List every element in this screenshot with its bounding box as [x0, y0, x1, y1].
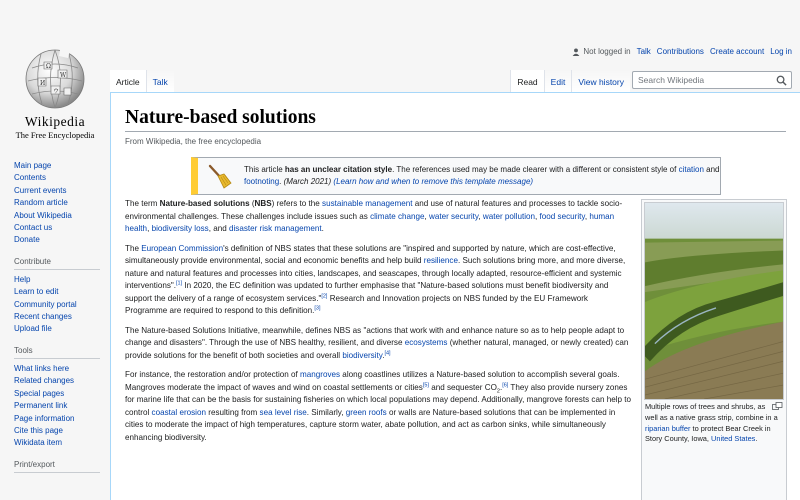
p1-text: and use of natural features and processes to tackle socio-environmental challenges. These challenges include issues such as	[125, 199, 623, 221]
namespace-tabs	[110, 70, 174, 92]
link-european-commission[interactable]: European Commission	[141, 243, 224, 253]
link-disaster-risk-management[interactable]: disaster risk management	[228, 224, 322, 233]
page-subtitle: From Wikipedia, the free encyclopedia	[125, 137, 262, 146]
p3-text: The Nature-based Solutions Initiative, meanwhile, defines NBS as "actions that work with and enhance nature so as to help people adapt to change and disasters". Through the use of NBS healthy, resilient, and diverse	[125, 325, 625, 347]
page-title: Nature-based solutions	[125, 107, 316, 128]
sidebar-item-main-page[interactable]: Main page	[14, 161, 52, 170]
sidebar-item-page-information[interactable]: Page information	[14, 413, 75, 423]
remove-template-help-link[interactable]: (Learn how and when to remove this template message)	[333, 177, 534, 186]
user-icon	[572, 48, 580, 56]
caption-text: Multiple rows of trees and shrubs, as well as a native grass strip, combine in a	[645, 402, 778, 422]
tab-view-history[interactable]: View history	[571, 70, 630, 92]
p4-text: They also provide nursery zones for marine life that can be the basis for sustaining fisheries on which local populations may depend. Additionally, mangrove forests can help to control	[125, 382, 631, 417]
p4-text: or walls are Nature-based solutions that can be implemented in cities to moderate the impact of high temperatures, capture storm water, abate pollution, and act as carbon sinks, while simultaneously enhancing biodiversity.	[125, 407, 616, 442]
notice-text	[244, 164, 720, 189]
p4-text: along coastlines utilizes a Nature-based solution to accomplish several goals. Mangroves moderate the impact of waves and wind on coastal settlements or cities	[125, 370, 620, 392]
sidebar-item-related-changes[interactable]: Related changes	[14, 376, 75, 386]
contributions-link[interactable]: Contributions	[656, 47, 704, 56]
p2-text: . Such solutions bring more, and more diverse, nature and natural features and processes into cities, landscapes, and seascapes, through locally adapted, resource-efficient and systemic interventions".	[125, 256, 626, 290]
enlarge-icon[interactable]	[772, 402, 783, 410]
link-climate-change[interactable]: climate change	[370, 211, 425, 221]
sidebar-heading-print-export: Print/export	[14, 459, 100, 473]
search-placeholder: Search Wikipedia	[638, 75, 705, 85]
log-in-link[interactable]: Log in	[770, 47, 792, 56]
sidebar-item-contact-us[interactable]: Contact us	[14, 223, 53, 233]
link-united-states[interactable]: United States	[711, 434, 756, 444]
p1-bold-abbr: NBS	[254, 199, 272, 208]
link-resilience[interactable]: resilience	[423, 256, 458, 265]
p4-text: For instance, the restoration and/or protection of	[125, 370, 301, 379]
p1-text: (	[249, 199, 255, 208]
p1-text: ,	[535, 211, 540, 221]
notice-emphasis: has an unclear citation style	[284, 164, 393, 174]
broom-icon	[204, 161, 234, 191]
p4-text: and sequester CO	[428, 382, 497, 392]
search-input[interactable]	[632, 71, 792, 89]
sidebar-item-donate[interactable]: Donate	[14, 235, 40, 245]
p4-text: . Similarly,	[306, 407, 346, 417]
svg-text:ウ: ウ	[53, 88, 60, 95]
footnoting-link[interactable]: footnoting	[244, 177, 280, 186]
p2-text: The	[125, 243, 142, 253]
notice-date: (March 2021)	[283, 177, 332, 186]
paragraph-3	[125, 325, 631, 363]
figure-riparian-buffer	[641, 199, 787, 500]
notice-t3: . The references used may be made clearer with a different or consistent style of	[392, 164, 679, 174]
co2-subscript: 2	[496, 388, 500, 395]
tab-read[interactable]: Read	[510, 70, 543, 92]
sidebar-item-cite-this-page[interactable]: Cite this page	[14, 425, 63, 435]
p2-text: In 2020, the EC definition was updated to further emphasise that "Nature-based solutions must benefit biodiversity and support the delivery of a range of ecosystem services."	[125, 281, 609, 303]
notice-and: and	[703, 164, 720, 174]
reference-1[interactable]: [1]	[176, 280, 183, 287]
wikipedia-logo[interactable]	[0, 0, 110, 150]
sidebar-item-about-wikipedia[interactable]: About Wikipedia	[14, 210, 72, 220]
personal-tools	[572, 47, 792, 56]
sidebar-item-permanent-link[interactable]: Permanent link	[14, 401, 68, 411]
caption-text: to protect Bear Creek in Story County, Iowa,	[645, 423, 771, 444]
link-coastal-erosion[interactable]: coastal erosion	[151, 407, 206, 417]
reference-3[interactable]: [3]	[314, 305, 321, 312]
sidebar-heading-contribute: Contribute	[14, 256, 100, 270]
tab-edit[interactable]: Edit	[544, 70, 572, 92]
riparian-buffer-photo[interactable]	[644, 202, 784, 400]
svg-text:W: W	[60, 72, 67, 79]
svg-text:И: И	[40, 80, 46, 87]
link-human-health[interactable]: human health	[125, 211, 615, 233]
sidebar-heading-tools: Tools	[14, 345, 100, 359]
p1-text: ) refers to the	[271, 199, 323, 208]
sidebar-item-upload-file[interactable]: Upload file	[14, 324, 52, 334]
p1-bold-term: Nature-based solutions	[159, 199, 250, 208]
wikipedia-tagline: The Free Encyclopedia	[15, 130, 95, 140]
sidebar-item-contents[interactable]: Contents	[14, 173, 47, 183]
link-riparian-buffer[interactable]: riparian buffer	[645, 423, 691, 433]
notice-t1: This article	[244, 164, 285, 174]
p1-text: ,	[147, 224, 152, 233]
personal-talk-link[interactable]: Talk	[636, 47, 651, 56]
caption-text: .	[755, 434, 758, 444]
p4-text: resulting from	[206, 407, 260, 417]
link-food-security[interactable]: food security	[539, 211, 585, 221]
sidebar-item-current-events[interactable]: Current events	[14, 185, 67, 195]
sidebar-item-what-links-here[interactable]: What links here	[14, 363, 70, 373]
notice-t4: .	[279, 177, 284, 186]
tab-talk[interactable]: Talk	[146, 70, 174, 92]
reference-4[interactable]: [4]	[384, 349, 391, 356]
citation-link[interactable]: citation	[678, 164, 704, 174]
citation-style-notice	[191, 157, 721, 195]
link-ecosystems[interactable]: ecosystems	[404, 338, 448, 347]
paragraph-4	[125, 369, 631, 444]
p1-text: The term	[125, 199, 160, 208]
sidebar	[14, 160, 106, 477]
reference-5[interactable]: [5]	[422, 381, 429, 388]
create-account-link[interactable]: Create account	[709, 47, 765, 56]
search-icon[interactable]	[776, 75, 787, 86]
sidebar-item-learn-to-edit[interactable]: Learn to edit	[14, 287, 59, 297]
figure-caption	[644, 402, 784, 445]
wikipedia-wordmark: Wikipedia	[24, 114, 86, 129]
link-water-security[interactable]: water security	[429, 211, 479, 221]
link-green-roofs[interactable]: green roofs	[345, 407, 387, 417]
link-sustainable-management[interactable]: sustainable management	[322, 199, 413, 208]
p2-text: Research and Innovation projects on NBS funded by the EU Framework Programme are required to respond to this definition.	[125, 293, 588, 315]
view-tabs	[510, 70, 630, 92]
title-divider	[125, 131, 786, 132]
svg-text:Ω: Ω	[46, 63, 51, 70]
article-body	[125, 198, 631, 451]
p1-text: ,	[424, 211, 430, 221]
p2-text: 's definition of NBS states that these solutions are "inspired and supported by nature, which are cost-effective, simultaneously provide environmental, social and economic benefits and help build	[125, 243, 616, 265]
p3-text: (whether natural, managed, or newly created) can provide solutions for the benefit of both societies and overall	[125, 338, 629, 360]
p1-text: , and	[208, 224, 229, 233]
sidebar-item-random-article[interactable]: Random article	[14, 198, 68, 208]
puzzle-globe-icon	[24, 48, 86, 110]
not-logged-in	[572, 47, 630, 56]
paragraph-1	[125, 198, 631, 236]
not-logged-in-label: Not logged in	[583, 47, 631, 56]
sidebar-item-wikidata-item[interactable]: Wikidata item	[14, 438, 63, 448]
p4-text: .	[499, 382, 503, 392]
content-area	[110, 92, 800, 500]
p1-text: .	[321, 224, 324, 233]
p1-text: ,	[478, 211, 483, 221]
sidebar-item-help[interactable]: Help	[14, 274, 31, 284]
sidebar-item-community-portal[interactable]: Community portal	[14, 299, 77, 309]
reference-6[interactable]: [6]	[502, 381, 509, 388]
link-sea-level-rise[interactable]: sea level rise	[259, 407, 307, 417]
link-biodiversity[interactable]: biodiversity	[342, 350, 383, 360]
link-biodiversity-loss[interactable]: biodiversity loss	[151, 224, 209, 233]
p3-text: .	[382, 350, 385, 360]
link-water-pollution[interactable]: water pollution	[482, 211, 536, 221]
link-mangroves[interactable]: mangroves	[300, 370, 341, 379]
tab-article[interactable]: Article	[110, 70, 146, 92]
sidebar-item-special-pages[interactable]: Special pages	[14, 388, 65, 398]
p1-text: ,	[584, 211, 590, 221]
paragraph-2	[125, 243, 631, 318]
reference-2[interactable]: [2]	[321, 292, 328, 299]
sidebar-item-recent-changes[interactable]: Recent changes	[14, 312, 72, 322]
